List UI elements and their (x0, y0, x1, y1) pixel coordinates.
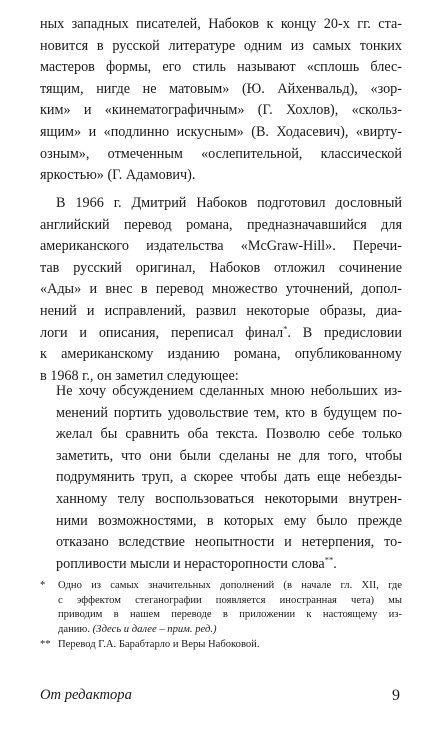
quote-line: подрумянить труп, а скорее чтобы дать еще небезды- (56, 469, 402, 486)
quote-line: менений портить удовольствие тем, кто в будущем по- (56, 404, 402, 421)
block-quote (56, 381, 402, 575)
text-segment: логи и описания, переписал финал (40, 324, 284, 341)
text-line: «Ады» и внес в перевод множество уточнений, допол- (40, 281, 402, 298)
text-line: новится в русской литературе одним из самых тонких (40, 37, 402, 54)
text-segment: ропливости мысли и нерасторопности слова (56, 555, 325, 572)
footnote-line: с эффектом стеганографии появляется иностранная чета) мы (58, 594, 402, 606)
text-line-with-footnote (40, 323, 402, 345)
quote-line: заметить, что они были сделаны не для того, чтобы (56, 447, 402, 464)
quote-line: Не хочу обсуждением сделанных мною небольших из- (56, 383, 402, 399)
text-line: нений и исправлений, развил некоторые образы, диа- (40, 302, 402, 319)
footnote-line (58, 623, 402, 638)
quote-line: ними возможностями, в которых ему было прежде (56, 512, 402, 529)
text-line: в 1968 г., он заметил следующее: (40, 367, 239, 384)
quote-line: желал бы сравнить оба текста. Позволю себе только (56, 426, 402, 443)
text-line: ящим» и «подлинно искусным» (В. Ходасевич), «вирту- (40, 123, 402, 140)
paragraph-2 (40, 193, 402, 387)
text-line: английский перевод романа, предназначавшийся для (40, 216, 402, 233)
text-line: ким» и «кинематографичным» (Г. Хохлов), «скольз- (40, 102, 402, 119)
footnote-1 (40, 579, 402, 637)
text-line: яркостью» (Г. Адамович). (40, 167, 196, 184)
text-line: тав русский оригинал, Набоков отложил сочинение (40, 259, 402, 276)
paragraph-1 (40, 14, 402, 187)
footnote-ref-1[interactable]: * (283, 322, 288, 333)
text-segment: . (333, 555, 337, 572)
footnote-mark: ** (40, 639, 51, 650)
text-segment: данию. (58, 623, 90, 635)
text-line: тящим, нигде не матовым» (Ю. Айхенвальд), «зор- (40, 80, 402, 97)
footnote-line: Перевод Г.А. Барабтарло и Веры Набоковой. (58, 639, 260, 650)
running-title: От редактора (40, 687, 132, 703)
quote-line-with-footnote (56, 554, 402, 576)
editor-note: (Здесь и далее – прим. ред.) (92, 623, 217, 635)
text-line: озным», отмеченным «ослепительной, классической (40, 145, 402, 162)
text-segment: . В предисловии (287, 324, 402, 341)
footnote-ref-2[interactable]: ** (324, 554, 334, 565)
text-line: к американскому изданию романа, опубликованному (40, 346, 402, 363)
quote-line: ханному телу воспользоваться некоторыми внутрен- (56, 490, 402, 507)
page-footer (40, 687, 402, 709)
text-line: американского издательства «McGraw-Hill». Перечи- (40, 238, 402, 255)
footnote-mark: * (40, 580, 46, 591)
footnote-2 (40, 638, 402, 653)
text-line: ных западных писателей, Набоков к концу 20-х гг. ста- (40, 16, 402, 32)
text-line: В 1966 г. Дмитрий Набоков подготовил дословный (56, 195, 402, 211)
footnote-line: приводим в нашем переводе в приложении к настоящему из- (58, 609, 402, 621)
quote-line: отказано вследствие неопытности и нетерпения, то- (56, 534, 402, 551)
page-number: 9 (392, 687, 400, 704)
footnote-line: Одно из самых значительных дополнений (в начале гл. XII, где (58, 580, 402, 591)
text-line: мастеров формы, его стиль называют «сплошь блес- (40, 59, 402, 76)
